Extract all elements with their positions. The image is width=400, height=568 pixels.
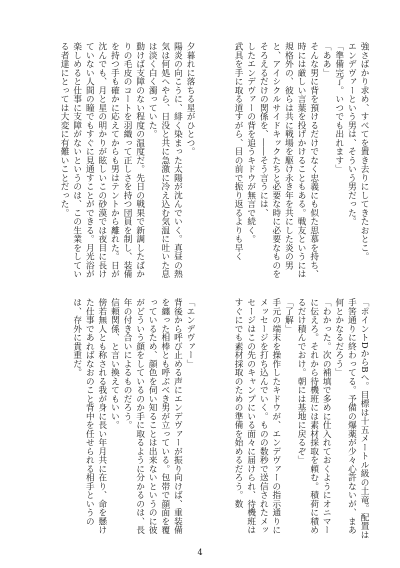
dialogue-line: 「ポイントDからBへ。目標は十五メートル級の土竜。配置は手筈通りに終わってる。予備の爆薬が少々心許ないが、まあ何とかなるだろう」 [333,298,369,540]
dialogue-line: 「了解」 [283,298,294,333]
paragraph: 強さばかり求め、すべてを置き去りにしてきたおとこ。 [359,42,369,261]
paragraph: 夕暮れに落ちる星がひとつ。 [185,42,195,156]
dialogue-line: 「エンデヴァー」 [185,298,195,368]
paragraph: 武具を手に取る道すがら、目の前で振り返るよりも早く [233,42,244,261]
text-column-left-top [38,42,196,284]
dialogue-line: 「ああ」 [321,42,332,77]
text-column-right-top [216,42,370,284]
paragraph: 信頼関係、と言い換えてもいい。 [109,298,120,430]
paragraph: 背後から呼び止める声にエンデヴァーが振り向けば、重装備を纏った相棒とも呼ぶべき男が立っている。包帯で顔面を覆っているため、顔色を伺い知ることは出来ないというのに彼がどういう顔をしているのか手に取るように分かるのは、長年の付き合いによるものだろう。 [122,298,183,535]
text-column-right-bottom [216,298,370,540]
paragraph: したエンデヴァーの背を追うキドウが無言で続く。 [245,42,256,244]
paragraph: そんな男に背を預けるだけでなく忠義にも似た思慕を持ち、時には厳しい言葉を投げかけることもある。戦友というには規格外の、彼らは共に戦場を駆け永き年を共にした炎の男と、アイシクルサイドキックたちと必要な時に必要なものをそろえるだけの関係を、――そう言うには、 [258,42,319,279]
dialogue-line: 「準備完了。いつでも出れます」 [333,42,344,174]
page-number: 4 [197,548,203,557]
paragraph: エンデヴァーという男は、そういう男だった。 [346,42,357,226]
paragraph: 手元の端末を操作したキドウが、エンデヴァーの指示通りにメッセージを打ち込んでいく。ものの数秒で送信されたメッセージはこの先のキャンプにいる面々に届けられ、待機班はすぐにでも素材採取のための準備を始めるだろう。数 [233,298,281,535]
paragraph: 陽炎の向こうに、緋く染まった太陽が沈んでいく。真昼の熱気は何処へやら、日没と共に急激に冷え込む気温に吐いた息は淡く白く濁っていた。 [147,42,183,279]
text-column-left-bottom [38,298,196,540]
paragraph: 動けば支障のない程度の温度だ。先日の戦果で新調したばかりの毛皮のコートを羽織って正しさを持つ団員を制し、装備を持つ手も確かに応えてからも男はテントから離れた。日が沈んでも、月と星の明かりが眩しいこの砂漠では夜目に長けていない人間の瞳でもすぐに見通すことができる。月光浴が楽しめると仕事に支障がないというのは、この生業をしている者達にとっては大変に有難いことだった。 [59,42,145,279]
paragraph: 傍若無人とも称される我が身に長い年月共に在り、命を懸けた仕事であればなおのこと背中を任せられる相手というのは、存外に貴重だ。 [71,298,107,535]
dialogue-line: 「わかった。次の補填で多めに仕入れておくようにオニマーに伝えろ。それから待機班には素材採取を頼む。積荷に積めるだけ積んでおけ。朝には基地に戻るぞ」 [296,298,332,535]
